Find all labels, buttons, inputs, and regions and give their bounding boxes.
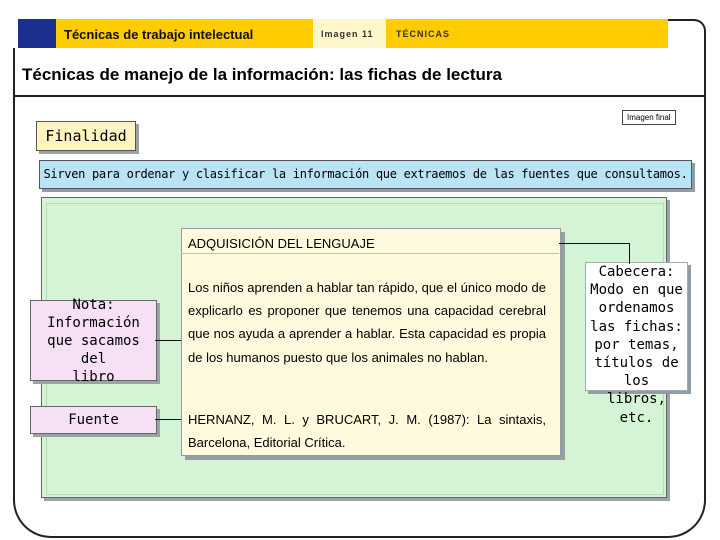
page-title: Técnicas de manejo de la información: las fichas de lectura <box>22 65 502 84</box>
connector-fuente <box>155 419 181 420</box>
section-label: TÉCNICAS <box>396 29 451 39</box>
cabecera-callout <box>585 262 688 426</box>
nota-title: Nota: <box>72 296 115 313</box>
cabecera-line: las fichas: <box>590 318 683 335</box>
cabecera-line: títulos de los <box>594 355 679 390</box>
final-image-badge[interactable]: Imagen final <box>622 110 676 125</box>
fuente-label: Fuente <box>30 406 157 434</box>
header-blue-block <box>18 19 56 48</box>
nota-line: que sacamos del <box>47 332 140 367</box>
finalidad-banner: Sirven para ordenar y clasificar la información que extraemos de las fuentes que consultamos. <box>39 160 692 189</box>
finalidad-label: Finalidad <box>36 121 136 151</box>
card-body-text: Los niños aprenden a hablar tan rápido, que el único modo de explicarlo es proponer que tenemos una capacidad cerebral que nos ayuda a aprender a hablar. Esta capacidad es propia de los humanos puesto que los animales no hablan. <box>188 280 546 365</box>
connector-nota <box>155 340 181 341</box>
cabecera-title: Cabecera: <box>598 264 675 280</box>
cabecera-line: libros, etc. <box>606 391 666 426</box>
card-divider <box>181 253 559 254</box>
nota-line: Información <box>47 314 140 331</box>
image-number-label: Imagen 11 <box>321 29 374 39</box>
title-divider <box>13 95 706 97</box>
nota-line: libro <box>72 368 115 385</box>
cabecera-line: por temas, <box>594 336 679 353</box>
card-heading: ADQUISICIÓN DEL LENGUAJE <box>188 236 375 251</box>
card-reference: HERNANZ, M. L. y BRUCART, J. M. (1987): La sintaxis, Barcelona, Editorial Crítica. <box>188 412 546 450</box>
cabecera-line: ordenamos <box>598 300 675 317</box>
course-title: Técnicas de trabajo intelectual <box>64 27 254 42</box>
nota-label <box>30 296 157 385</box>
connector-cabecera <box>559 243 630 264</box>
frame-corner <box>668 19 706 49</box>
cabecera-line: Modo en que <box>590 282 683 299</box>
